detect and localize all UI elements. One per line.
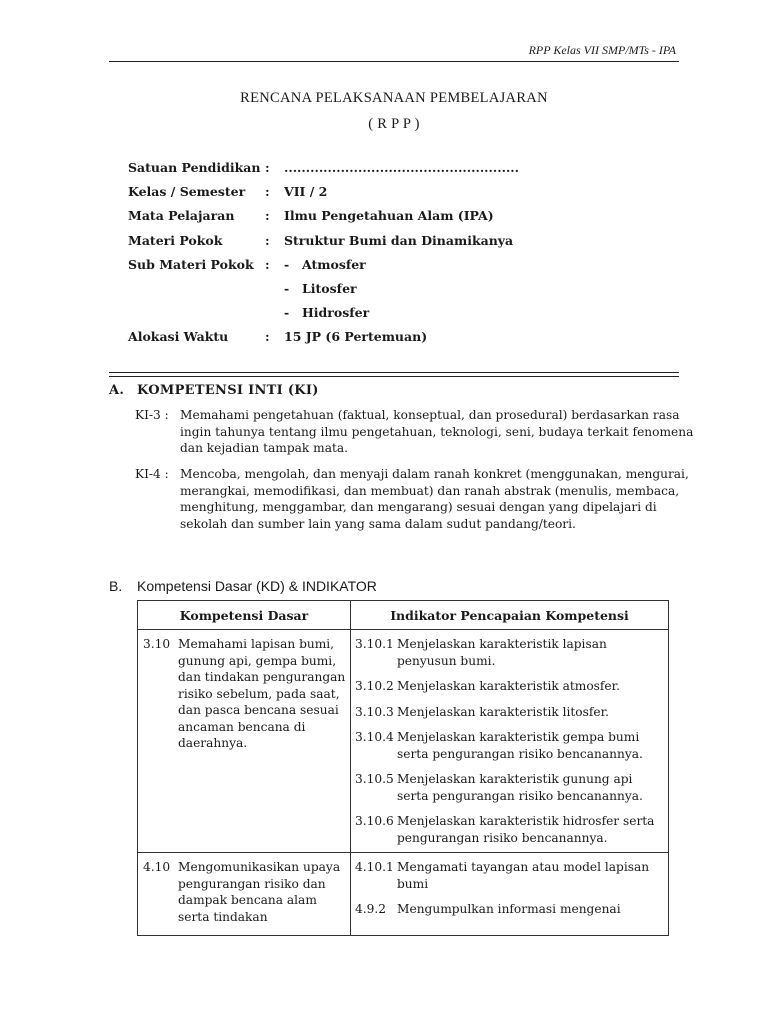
section-b-heading <box>109 578 377 594</box>
info-subvalue: Atmosfer <box>302 256 366 272</box>
indicator-item <box>355 729 664 762</box>
info-colon: : <box>265 256 270 272</box>
info-value: ...................................................... <box>284 160 519 175</box>
section-divider <box>109 372 679 377</box>
indicator-number: 3.10.5 <box>355 772 394 786</box>
document-title: RENCANA PELAKSANAAN PEMBELAJARAN <box>240 90 548 106</box>
info-label: Mata Pelajaran <box>128 208 235 224</box>
indicator-item <box>355 859 664 892</box>
indicator-number: 3.10.6 <box>355 814 394 828</box>
indicator-item <box>355 813 664 846</box>
info-label: Kelas / Semester <box>128 184 246 200</box>
info-value: 15 JP (6 Pertemuan) <box>284 329 428 345</box>
indicator-text: Menjelaskan karakteristik litosfer. <box>397 704 609 719</box>
info-value: VII / 2 <box>284 184 328 200</box>
info-colon: : <box>265 184 270 200</box>
info-colon: : <box>265 329 270 345</box>
table-row <box>138 853 669 936</box>
indicator-number: 3.10.3 <box>355 704 394 719</box>
indicator-item <box>355 771 664 804</box>
info-colon: : <box>265 160 270 175</box>
indicator-item <box>355 704 664 721</box>
indicator-number: 4.10.1 <box>355 860 394 874</box>
indicator-number: 3.10.2 <box>355 679 394 693</box>
info-label: Sub Materi Pokok <box>128 256 254 272</box>
section-title: Kompetensi Dasar (KD) & INDIKATOR <box>137 578 377 594</box>
indicator-text: Mengamati tayangan atau model lapisan bumi <box>397 860 650 891</box>
section-a-heading <box>109 383 319 398</box>
section-letter: B. <box>109 578 123 594</box>
ki-text: Mencoba, mengolah, dan menyaji dalam ranah konkret (menggunakan, mengurai, merangkai, memodifikasi, dan membuat) dan ranah abstrak (menulis, membaca, menghitung, menggambar, dan mengarang) sesuai dengan yang dipelajari di sekolah dan sumber lain yang sama dalam sudut pandang/teori. <box>180 467 689 532</box>
indicator-text: Menjelaskan karakteristik gempa bumi serta pengurangan risiko bencanannya. <box>397 730 643 761</box>
info-label: Satuan Pendidikan <box>128 160 261 175</box>
indicator-text: Mengumpulkan informasi mengenai <box>397 902 621 916</box>
kd-number: 3.10 <box>143 637 171 651</box>
table-header-kd: Kompetensi Dasar <box>138 601 351 630</box>
ki-code: KI-4 : <box>135 467 169 481</box>
info-label: Materi Pokok <box>128 232 223 248</box>
indicator-cell <box>351 853 669 936</box>
info-subvalue: Litosfer <box>302 280 357 296</box>
list-dash: - <box>284 256 290 272</box>
kd-text: Mengomunikasikan upaya pengurangan risiko dan dampak bencana alam serta tindakan <box>178 860 341 924</box>
indicator-text: Menjelaskan karakteristik lapisan penyusun bumi. <box>397 637 607 668</box>
table-header-row <box>138 601 669 630</box>
indicator-number: 3.10.1 <box>355 637 394 651</box>
indicator-number: 4.9.2 <box>355 902 387 916</box>
indicator-item <box>355 636 664 669</box>
ki-code: KI-3 : <box>135 408 169 422</box>
header-rule <box>109 61 679 62</box>
indicator-item <box>355 901 664 918</box>
kd-indicator-table <box>137 600 669 936</box>
section-letter: A. <box>109 383 125 398</box>
info-colon: : <box>265 208 270 224</box>
indicator-number: 3.10.4 <box>355 730 394 744</box>
indicator-item <box>355 678 664 695</box>
indicator-text: Menjelaskan karakteristik gunung api serta pengurangan risiko bencanannya. <box>397 772 643 803</box>
kd-cell <box>138 853 351 936</box>
ki-text: Memahami pengetahuan (faktual, konseptual, dan prosedural) berdasarkan rasa ingin tahunya tentang ilmu pengetahuan, teknologi, seni, budaya terkait fenomena dan kejadian tampak mata. <box>180 408 694 456</box>
info-value: Struktur Bumi dan Dinamikanya <box>284 232 514 248</box>
indicator-cell <box>351 630 669 853</box>
info-value: Ilmu Pengetahuan Alam (IPA) <box>284 208 494 224</box>
indicator-text: Menjelaskan karakteristik hidrosfer serta pengurangan risiko bencanannya. <box>397 814 655 845</box>
section-title: KOMPETENSI INTI (KI) <box>137 383 319 398</box>
kd-cell <box>138 630 351 853</box>
document-subtitle: ( R P P ) <box>368 116 420 132</box>
kd-text: Memahami lapisan bumi, gunung api, gempa bumi, dan tindakan pengurangan risiko sebelum, pada saat, dan pasca bencana sesuai ancaman bencana di daerahnya. <box>178 637 346 750</box>
info-colon: : <box>265 232 270 248</box>
kd-number: 4.10 <box>143 860 171 874</box>
table-header-indicator: Indikator Pencapaian Kompetensi <box>351 601 669 630</box>
info-label: Alokasi Waktu <box>128 329 229 345</box>
indicator-text: Menjelaskan karakteristik atmosfer. <box>397 679 620 693</box>
list-dash: - <box>284 305 290 321</box>
running-header: RPP Kelas VII SMP/MTs - IPA <box>528 43 676 57</box>
list-dash: - <box>284 280 290 296</box>
table-row <box>138 630 669 853</box>
info-subvalue: Hidrosfer <box>302 305 370 321</box>
